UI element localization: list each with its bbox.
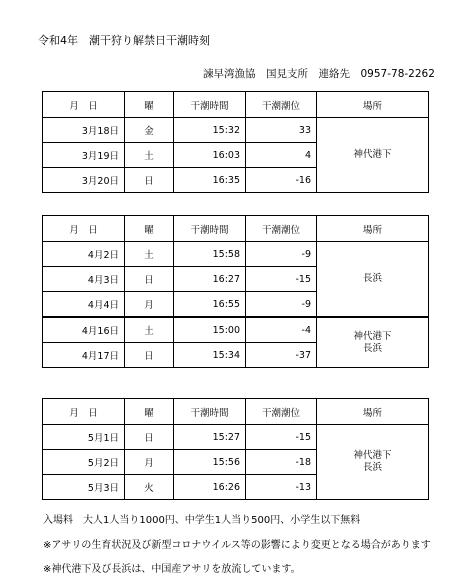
header-place: 場所 — [317, 399, 429, 425]
cell-day: 月 — [125, 450, 174, 475]
header-date: 月 日 — [43, 399, 125, 425]
tide-table-may — [42, 398, 429, 500]
cell-level: -13 — [246, 475, 317, 500]
cell-date: 5月1日 — [43, 425, 125, 450]
header-date: 月 日 — [43, 216, 125, 242]
table-header-row — [43, 216, 429, 242]
cell-date: 5月2日 — [43, 450, 125, 475]
cell-level: -18 — [246, 450, 317, 475]
table-header-row — [43, 399, 429, 425]
header-time: 干潮時間 — [174, 92, 246, 118]
cell-level: -37 — [246, 343, 317, 368]
cell-time: 16:03 — [174, 143, 246, 168]
cell-day: 月 — [125, 292, 174, 318]
place-name: 長浜 — [362, 462, 382, 473]
cell-date: 4月4日 — [43, 292, 125, 318]
entry-fee-note: 入場料 大人1人当り1000円、中学生1人当り500円、小学生以下無料 — [43, 515, 361, 526]
change-notice: ※アサリの生育状況及び新型コロナウイルス等の影響により変更となる場合があります — [43, 540, 431, 551]
cell-date: 4月2日 — [43, 242, 125, 267]
place-name: 長浜 — [362, 342, 382, 354]
document-title: 令和4年 潮干狩り解禁日干潮時刻 — [38, 34, 210, 47]
cell-place — [317, 118, 429, 193]
header-level: 干潮潮位 — [246, 399, 317, 425]
cell-day: 日 — [125, 267, 174, 292]
place-name: 神代港下 — [353, 330, 392, 342]
table-row — [43, 242, 429, 267]
cell-level: -16 — [246, 168, 317, 193]
cell-level: -4 — [246, 317, 317, 343]
cell-time: 15:58 — [174, 242, 246, 267]
cell-time: 15:27 — [174, 425, 246, 450]
cell-date: 4月3日 — [43, 267, 125, 292]
header-time: 干潮時間 — [174, 399, 246, 425]
cell-date: 4月16日 — [43, 317, 125, 343]
cell-day: 土 — [125, 317, 174, 343]
cell-day: 日 — [125, 343, 174, 368]
cell-day: 金 — [125, 118, 174, 143]
cell-level: -15 — [246, 425, 317, 450]
place-name: 長浜 — [362, 273, 382, 284]
cell-date: 3月19日 — [43, 143, 125, 168]
header-date: 月 日 — [43, 92, 125, 118]
cell-time: 16:35 — [174, 168, 246, 193]
cell-date: 3月20日 — [43, 168, 125, 193]
table-row — [43, 118, 429, 143]
cell-time: 16:55 — [174, 292, 246, 318]
cell-day: 日 — [125, 168, 174, 193]
header-day: 曜 — [125, 399, 174, 425]
cell-date: 5月3日 — [43, 475, 125, 500]
place-name: 神代港下 — [353, 450, 392, 461]
cell-day: 火 — [125, 475, 174, 500]
cell-time: 15:00 — [174, 317, 246, 343]
contact-info: 諫早湾漁協 国見支所 連絡先 0957-78-2262 — [203, 68, 435, 80]
header-place: 場所 — [317, 216, 429, 242]
cell-time: 16:26 — [174, 475, 246, 500]
header-day: 曜 — [125, 216, 174, 242]
cell-time: 16:27 — [174, 267, 246, 292]
cell-place — [317, 317, 429, 368]
cell-place — [317, 242, 429, 318]
cell-level: -9 — [246, 242, 317, 267]
cell-day: 土 — [125, 143, 174, 168]
cell-level: -9 — [246, 292, 317, 318]
place-name: 神代港下 — [353, 149, 392, 160]
table-row — [43, 425, 429, 450]
tide-table-april — [42, 215, 429, 368]
header-place: 場所 — [317, 92, 429, 118]
cell-time: 15:32 — [174, 118, 246, 143]
header-level: 干潮潮位 — [246, 216, 317, 242]
header-day: 曜 — [125, 92, 174, 118]
header-time: 干潮時間 — [174, 216, 246, 242]
table-header-row — [43, 92, 429, 118]
cell-time: 15:56 — [174, 450, 246, 475]
cell-level: 4 — [246, 143, 317, 168]
cell-date: 4月17日 — [43, 343, 125, 368]
cell-level: -15 — [246, 267, 317, 292]
tide-table-march — [42, 91, 429, 193]
cell-date: 3月18日 — [43, 118, 125, 143]
asari-release-notice: ※神代港下及び長浜は、中国産アサリを放流しています。 — [43, 564, 301, 575]
cell-day: 土 — [125, 242, 174, 267]
cell-level: 33 — [246, 118, 317, 143]
cell-day: 日 — [125, 425, 174, 450]
table-row — [43, 317, 429, 343]
cell-place — [317, 425, 429, 500]
cell-time: 15:34 — [174, 343, 246, 368]
header-level: 干潮潮位 — [246, 92, 317, 118]
